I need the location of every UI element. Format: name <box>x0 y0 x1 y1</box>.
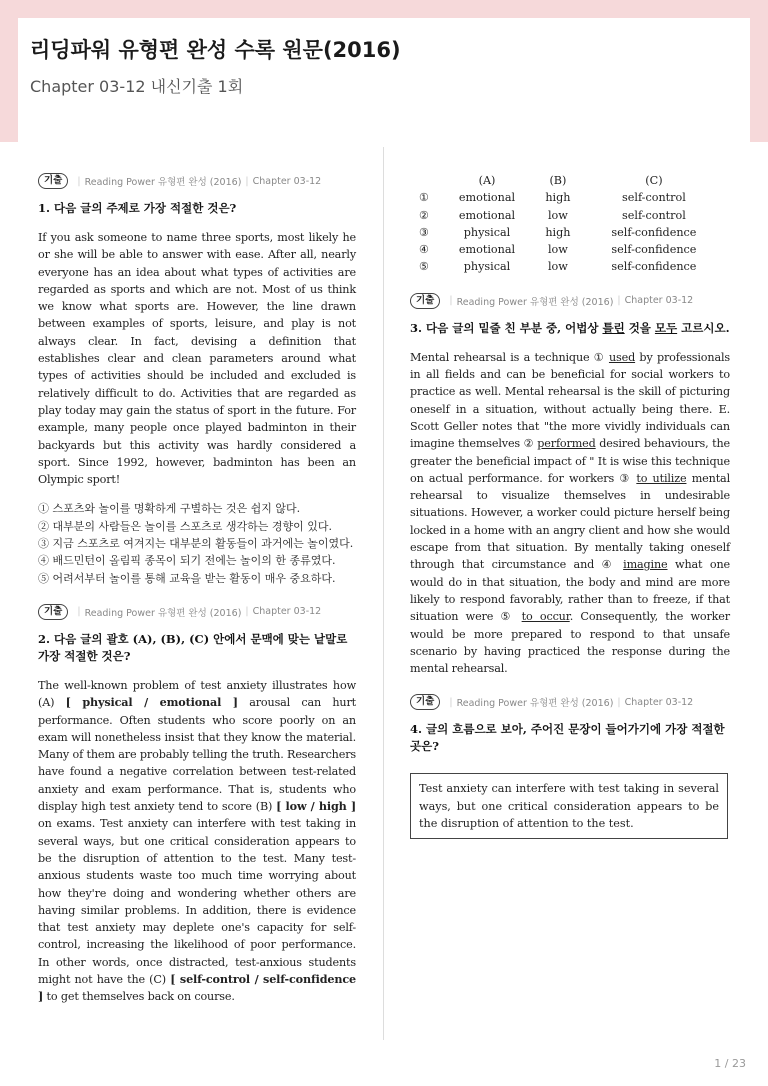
page-subtitle: Chapter 03-12 내신기출 1회 <box>30 77 244 96</box>
table-header-cell: (A) <box>478 174 496 187</box>
question-4: 4. 글의 흐름으로 보아, 주어진 문장이 들어가기에 가장 적절한 곳은? <box>410 722 725 754</box>
question-1: 1. 다음 글의 주제로 가장 적절한 것은? <box>38 201 237 215</box>
tag-chapter: Chapter 03-12 <box>252 606 322 618</box>
passage-2 <box>38 677 356 1006</box>
option-item: ④ 배드민턴이 올림픽 종목이 되기 전에는 놀이의 한 종류였다. <box>38 554 336 568</box>
passage-text: to get themselves back on course. <box>43 990 235 1004</box>
right-column <box>410 172 730 839</box>
question-text: 것을 <box>624 320 655 335</box>
column-divider <box>383 147 384 1040</box>
tag-chapter: Chapter 03-12 <box>624 295 694 307</box>
bracket-choice-c: [ self-control / self-confidence ] <box>38 971 356 1004</box>
source-tag-row <box>410 693 730 711</box>
page-number: 1 / 23 <box>714 1057 746 1070</box>
table-cell: low <box>547 208 568 222</box>
tag-source: Reading Power 유형편 완성 (2016) <box>84 607 242 619</box>
passage-text: on exams. Test anxiety can interfere with test taking in several ways, but one critical consideration appears to be the disruption of attention to the test. Many test-anxious students waste too much time worrying about how they're doing and wondering whether others are having similar problems. In addition, there is evidence that test anxiety may deplete one's capacity for self-control, increasing the likelihood of poor performance. In other words, once distracted, test-anxious students might not have the (C) <box>38 817 356 986</box>
underlined-choice-3: to utilize <box>636 471 687 485</box>
table-cell: emotional <box>458 208 516 222</box>
tag-badge: 기출 <box>410 694 440 710</box>
table-cell: self-confidence <box>611 225 697 239</box>
question-2: 2. 다음 글의 괄호 (A), (B), (C) 안에서 문맥에 맞는 낱말로 가장 적절한 것은? <box>38 631 348 663</box>
question-emphasis: 틀린 <box>602 320 625 335</box>
table-row <box>410 189 728 206</box>
section-2 <box>38 603 356 1006</box>
table-header-cell: (C) <box>645 174 663 187</box>
table-row <box>410 241 728 258</box>
table-cell: ④ <box>418 243 430 257</box>
table-cell: high <box>545 191 571 205</box>
passage-text: desired behaviours, the greater the beneficial impact of " It is wise this technique on actual performance. for workers ③ <box>410 437 730 485</box>
table-cell: emotional <box>458 243 516 257</box>
tag-badge: 기출 <box>38 173 68 189</box>
table-header-cell <box>410 172 438 189</box>
table-cell: low <box>547 260 568 274</box>
source-tag-row <box>38 172 356 190</box>
table-row <box>410 224 728 241</box>
underlined-choice-5: to occur <box>521 610 570 624</box>
table-cell: high <box>545 225 571 239</box>
page-title: 리딩파워 유형편 완성 수록 원문(2016) <box>30 38 401 62</box>
table-row <box>410 258 728 275</box>
given-sentence-box: Test anxiety can interfere with test taking in several ways, but one critical consideration appears to be the disruption of attention to the test. <box>410 773 728 839</box>
passage-text: mental rehearsal to visualize themselves in undesirable situations. However, a worker could picture herself being locked in a home with an angry client and how she would escape from that situation. By mentally taking oneself through that circumstance and ④ <box>410 471 731 572</box>
source-tag-row <box>38 603 356 621</box>
option-item: ② 대부분의 사람들은 놀이를 스포츠로 생각하는 경향이 있다. <box>38 519 332 533</box>
tag-separator: | <box>77 175 81 187</box>
section-4 <box>410 693 730 839</box>
tag-chapter: Chapter 03-12 <box>252 175 322 187</box>
tag-separator: | <box>617 295 621 307</box>
option-item: ⑤ 어려서부터 놀이를 통해 교육을 받는 활동이 매우 중요하다. <box>38 571 336 585</box>
bracket-choice-a: [ physical / emotional ] <box>65 695 238 710</box>
bracket-choice-b: [ low / high ] <box>276 799 356 814</box>
table-header-cell: (B) <box>549 174 567 187</box>
tag-separator: | <box>617 696 621 708</box>
table-cell: low <box>547 243 568 257</box>
option-item: ③ 지금 스포츠로 여겨지는 대부분의 활동들이 과거에는 놀이였다. <box>38 537 354 551</box>
section-3 <box>410 292 730 678</box>
tag-badge: 기출 <box>410 293 440 309</box>
tag-source: Reading Power 유형편 완성 (2016) <box>456 698 614 710</box>
tag-separator: | <box>449 295 453 307</box>
passage-text: . Consequently, the worker would be more prepared to respond to that unsafe scenario by having practiced the response during the mental rehearsal. <box>410 610 730 676</box>
table-cell: self-control <box>622 191 686 205</box>
passage-text: The well-known problem of test anxiety illustrates how (A) <box>38 678 356 710</box>
source-tag-row <box>410 292 730 310</box>
question-text: 고르시오. <box>677 320 730 335</box>
passage-3 <box>410 349 730 678</box>
table-cell: emotional <box>458 191 516 205</box>
table-cell: self-confidence <box>611 243 697 257</box>
underlined-choice-2: performed <box>537 437 596 451</box>
option-item: ① 스포츠와 놀이를 명확하게 구별하는 것은 쉽지 않다. <box>38 502 301 516</box>
table-cell: ③ <box>418 225 430 239</box>
table-header-row <box>410 172 728 189</box>
options-1 <box>38 500 356 586</box>
question-emphasis: 모두 <box>654 320 678 335</box>
passage-text: by professionals in all fields and can be beneficial for social workers to practice as well. Mental rehearsal is the skill of picturing oneself in a situation, without actually being there. E. Scott Geller notes that "the more vividly individuals can imagine themselves ② <box>410 350 730 451</box>
table-cell: ⑤ <box>418 260 430 274</box>
tag-separator: | <box>449 696 453 708</box>
table-cell: ① <box>418 191 430 205</box>
table-cell: self-confidence <box>611 260 697 274</box>
passage-1: If you ask someone to name three sports, most likely he or she will be able to answer with ease. After all, nearly everyone has an idea about what types of activities are regarded as sports and which are not. Most of us think we know what sports are. However, the line drawn between examples of sports, leisure, and play is not always clear. In fact, devising a definition that establishes clear and clean parameters around what types of activities should be included and excluded is relatively difficult to do. Activities that are regarded as play today may gain the status of sport in the future. For example, many people once played badminton in their backyards but this activity was hardly considered a sport. Since 1992, however, badminton has been an Olympic sport! <box>38 231 356 487</box>
underlined-choice-4: imagine <box>623 558 668 572</box>
table-cell: physical <box>463 260 511 274</box>
passage-text: Mental rehearsal is a technique ① <box>410 350 609 364</box>
underlined-choice-1: used <box>608 350 636 364</box>
tag-badge: 기출 <box>38 604 68 620</box>
table-cell: ② <box>418 208 430 222</box>
tag-separator: | <box>245 175 249 187</box>
left-column <box>38 172 356 1006</box>
tag-chapter: Chapter 03-12 <box>624 696 694 708</box>
answer-table <box>410 172 728 276</box>
table-cell: self-control <box>622 208 686 222</box>
question-3 <box>410 320 730 337</box>
tag-separator: | <box>245 606 249 618</box>
tag-source: Reading Power 유형편 완성 (2016) <box>456 296 614 308</box>
question-text: 3. 다음 글의 밑줄 친 부분 중, 어법상 <box>410 320 603 335</box>
table-cell: physical <box>463 225 511 239</box>
passage-text: what one would do in that situation, the body and mind are more likely to respond favorably, rather than to freeze, if that situation were ⑤ <box>410 558 730 624</box>
tag-separator: | <box>77 606 81 618</box>
passage-text: arousal can hurt performance. Often students who score poorly on an exam will nonetheless insist that they know the material. Many of them are probably telling the truth. Researchers have found a negative correlation between test-related anxiety and exam performance. That is, students who display high test anxiety tend to score (B) <box>38 696 356 814</box>
tag-source: Reading Power 유형편 완성 (2016) <box>84 177 242 188</box>
table-row <box>410 207 728 224</box>
